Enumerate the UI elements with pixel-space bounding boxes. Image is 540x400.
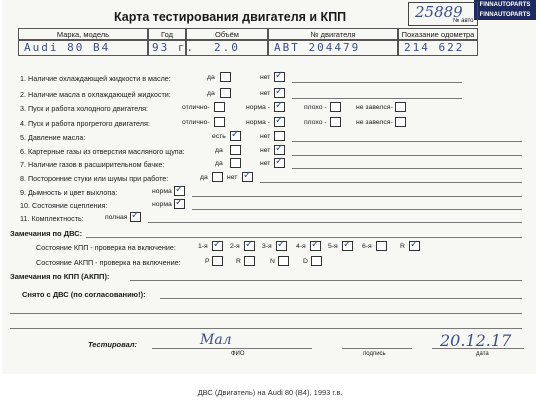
question-7: 7. Наличие газов в расширительном бачке: xyxy=(20,160,165,169)
question-10: 10. Состояние сцепления: xyxy=(20,201,108,210)
q4-check-mark: ✓ xyxy=(275,115,284,126)
question-8: 8. Посторонние стуки или шумы при работе: xyxy=(20,174,169,183)
q10-check-mark: ✓ xyxy=(175,197,184,208)
value-odometer: 214 622 xyxy=(404,41,465,54)
q3-checkbox-bad[interactable] xyxy=(330,102,341,112)
q3-checkbox-excellent[interactable] xyxy=(214,102,225,112)
gear-r-check: ✓ xyxy=(410,239,419,250)
value-engine-number: ABT 204479 xyxy=(274,41,361,54)
question-5: 5. Давление масла: xyxy=(20,133,86,142)
gear-5-check: ✓ xyxy=(343,239,352,250)
value-make-model: Audi 80 B4 xyxy=(24,41,111,54)
q3-option-normal: норма - xyxy=(246,104,270,111)
gear-1-label: 1-я xyxy=(198,243,208,250)
q6-checkbox-yes[interactable] xyxy=(230,145,241,155)
kpp-check-label: Состояние КПП - проверка на включение: xyxy=(36,243,176,252)
date-label: дата xyxy=(476,351,489,357)
question-1: 1. Наличие охлаждающей жидкости в масле: xyxy=(20,74,171,83)
image-caption: ДВС (Двигатель) на Audi 80 (B4), 1993 г.в. xyxy=(197,388,343,397)
gear-3-label: 3-я xyxy=(262,243,272,250)
q7-check-mark: ✓ xyxy=(275,156,284,167)
q7-checkbox-yes[interactable] xyxy=(230,158,241,168)
q4-checkbox-excellent[interactable] xyxy=(214,117,225,127)
q3-option-no-start: не завелся- xyxy=(356,104,393,111)
q8-checkbox-yes[interactable] xyxy=(212,172,223,182)
gear-5-label: 5-я xyxy=(328,243,338,250)
question-11: 11. Комплектность: xyxy=(20,214,84,223)
q8-check-mark: ✓ xyxy=(243,170,252,181)
gear-2-check: ✓ xyxy=(245,239,254,250)
q11-check-mark: ✓ xyxy=(131,210,140,221)
q2-option-no: нет xyxy=(260,90,271,97)
dvs-remarks-label: Замечания по ДВС: xyxy=(10,229,83,238)
header-volume: Объём xyxy=(215,30,239,39)
watermark-logo: FINNAUTOPARTS FINNAUTOPARTS xyxy=(474,0,536,20)
q8-option-no: нет xyxy=(227,174,238,181)
akpp-check-label: Состояние АКПП - проверка на включение: xyxy=(36,258,181,267)
q3-checkbox-no-start[interactable] xyxy=(395,102,406,112)
akpp-d-checkbox[interactable] xyxy=(311,256,322,266)
q3-option-bad: плохо - xyxy=(304,104,327,111)
q3-option-excellent: отлично- xyxy=(182,104,210,111)
header-engine-number: № двигателя xyxy=(310,30,356,39)
tester-signature-handwritten: Мал xyxy=(200,332,232,348)
tested-by-label: Тестировал: xyxy=(88,340,137,349)
akpp-n-label: N xyxy=(270,258,275,265)
q6-option-yes: да xyxy=(215,147,223,154)
header-odometer: Показание одометра xyxy=(401,30,475,39)
removed-from-engine-label: Снято с ДВС (по согласованию!): xyxy=(22,290,146,299)
gear-r-label: R xyxy=(400,243,405,250)
header-year: Год xyxy=(161,30,173,39)
question-3: 3. Пуск и работа холодного двигателя: xyxy=(20,104,149,113)
test-card-sheet xyxy=(2,0,536,374)
q1-option-yes: да xyxy=(207,74,215,81)
value-volume: 2.0 xyxy=(214,41,240,54)
q2-checkbox-yes[interactable] xyxy=(220,88,231,98)
q4-option-bad: плохо - xyxy=(304,119,327,126)
doc-number-handwritten: 25889 xyxy=(415,3,463,21)
question-9: 9. Дымность и цвет выхлопа: xyxy=(20,188,118,197)
gear-6-checkbox[interactable] xyxy=(376,241,387,251)
q4-option-no-start: не завелся- xyxy=(356,119,393,126)
fio-label: ФИО xyxy=(231,351,245,357)
q4-checkbox-no-start[interactable] xyxy=(395,117,406,127)
question-6: 6. Картерные газы из отверстия масляного щупа: xyxy=(20,147,185,156)
q9-check-mark: ✓ xyxy=(175,184,184,195)
q1-check-mark: ✓ xyxy=(275,70,284,81)
gear-2-label: 2-я xyxy=(230,243,240,250)
q1-option-no: нет xyxy=(260,74,271,81)
q10-option-normal: норма xyxy=(152,201,172,208)
gear-3-check: ✓ xyxy=(277,239,286,250)
q4-checkbox-bad[interactable] xyxy=(330,117,341,127)
q9-option-normal: норма xyxy=(152,188,172,195)
header-make-model: Марка, модель xyxy=(56,30,110,39)
q3-check-mark: ✓ xyxy=(275,100,284,111)
akpp-p-label: P xyxy=(205,258,210,265)
test-date-handwritten: 20.12.17 xyxy=(440,331,512,350)
akpp-n-checkbox[interactable] xyxy=(278,256,289,266)
q5-check-mark: ✓ xyxy=(231,129,240,140)
q6-check-mark: ✓ xyxy=(275,143,284,154)
kpp-remarks-label: Замечания по КПП (АКПП): xyxy=(10,272,110,281)
q6-option-no: нет xyxy=(260,147,271,154)
q5-option-yes: есть xyxy=(212,133,226,140)
gear-6-label: 6-я xyxy=(362,243,372,250)
gear-1-check: ✓ xyxy=(213,239,222,250)
akpp-p-checkbox[interactable] xyxy=(212,256,223,266)
q4-option-excellent: отлично- xyxy=(182,119,210,126)
value-year: 93 г. xyxy=(152,41,196,54)
q2-check-mark: ✓ xyxy=(275,86,284,97)
akpp-r-label: R xyxy=(236,258,241,265)
gear-4-label: 4-я xyxy=(296,243,306,250)
q5-option-no: нет xyxy=(260,133,271,140)
q5-checkbox-no[interactable] xyxy=(274,131,285,141)
akpp-r-checkbox[interactable] xyxy=(244,256,255,266)
q11-option-full: полная xyxy=(105,214,128,221)
q7-option-yes: да xyxy=(215,160,223,167)
doc-number-label: № авто xyxy=(453,18,474,24)
question-2: 2. Наличие масла в охлаждающей жидкости: xyxy=(20,90,171,99)
q8-option-yes: да xyxy=(200,174,208,181)
akpp-d-label: D xyxy=(303,258,308,265)
q1-checkbox-yes[interactable] xyxy=(220,72,231,82)
signature-label: подпись xyxy=(363,351,386,357)
question-4: 4. Пуск и работа прогретого двигателя: xyxy=(20,119,150,128)
doc-number-box xyxy=(408,2,478,26)
q7-option-no: нет xyxy=(260,160,271,167)
q4-option-normal: норма - xyxy=(246,119,270,126)
gear-4-check: ✓ xyxy=(311,239,320,250)
card-title: Карта тестирования двигателя и КПП xyxy=(114,10,347,24)
q2-option-yes: да xyxy=(207,90,215,97)
